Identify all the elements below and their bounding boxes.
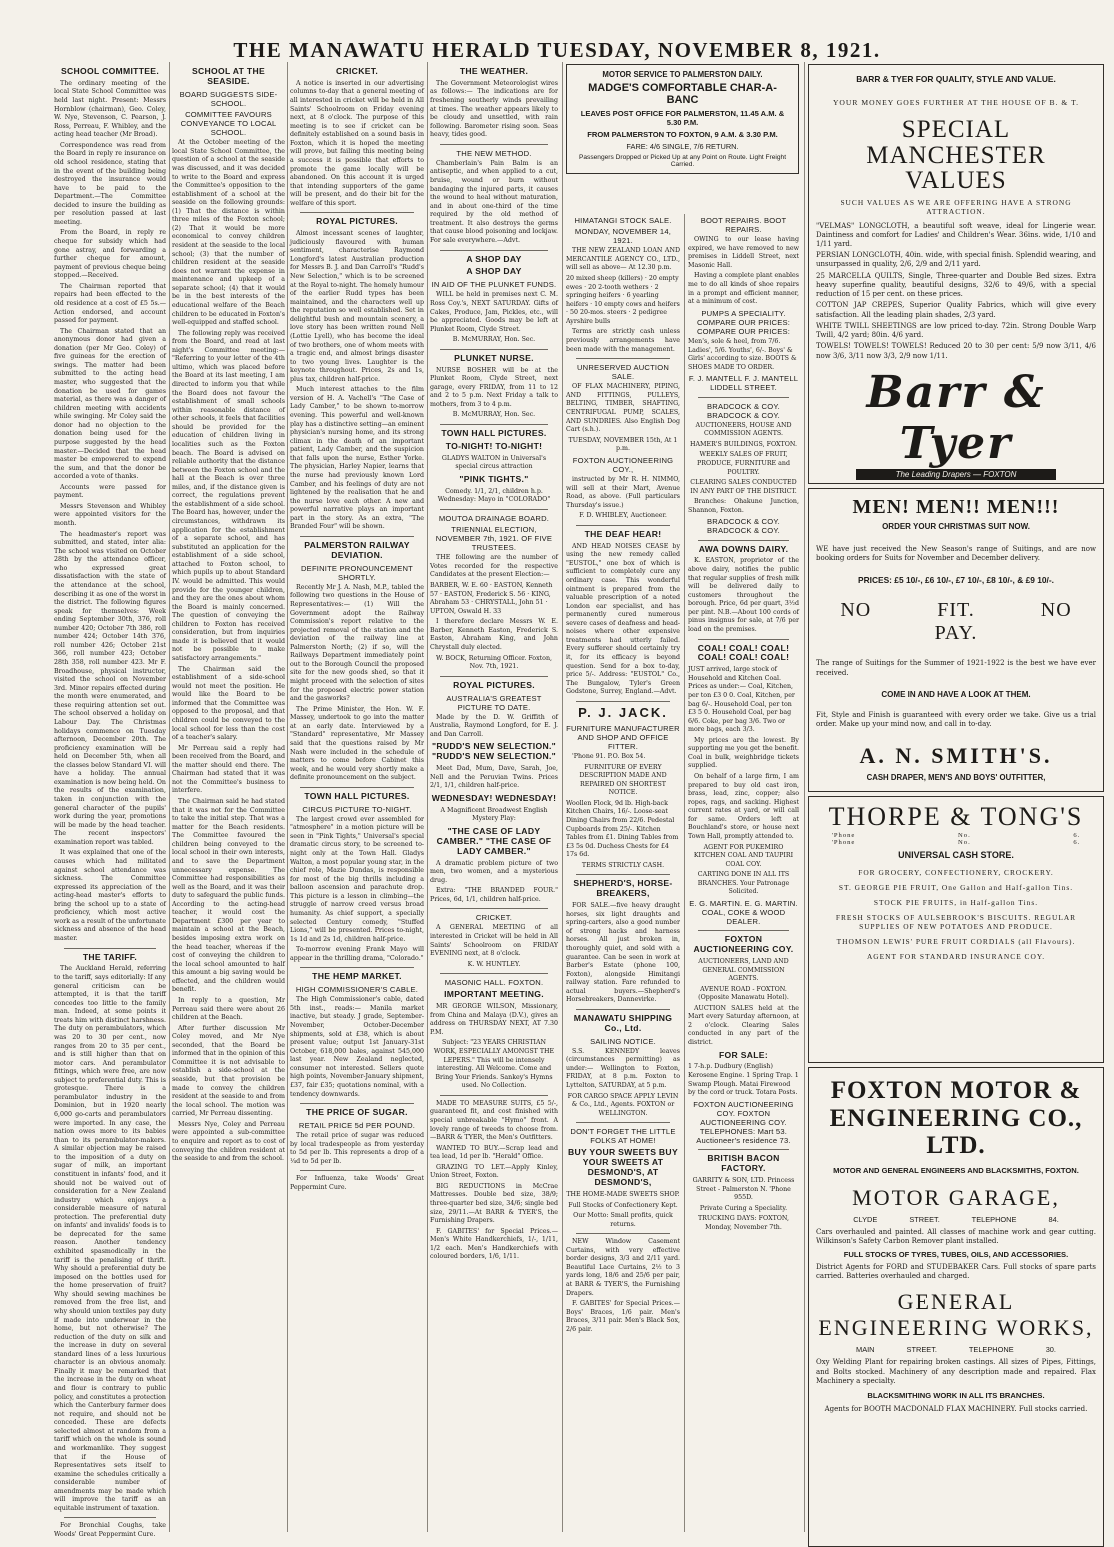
article-paragraph: The retail price of sugar was reduced by local tradespeople as from yesterday to 5d per lb. This represents a drop of a ¼d to 5d per lb. (290, 1132, 424, 1165)
notice-text: S.S. KENNEDY leaves (circumstances permitting) as under:— Wellington to Foxton, FRIDAY, at 8 p.m. Foxton to Lyttelton, SATURDAY, at 5 p.m. (566, 1047, 680, 1090)
separator (440, 509, 548, 510)
signature: B. McMURRAY, Hon. Sec. (452, 411, 536, 419)
notice-text: Full Stocks of Confectionery Kept. (568, 1201, 678, 1209)
notice-text: K. EASTON, proprietor of the above dairy, notifies the public that regular supplies of fresh milk will be delivered daily to customers throughout the borough. Price, 6d per quart, 3½d per pint. N.B.—About 100 cords of pinus insignus for sale, at 7/6 per load on the premises. (688, 557, 799, 633)
advert-an-smith (808, 488, 1104, 792)
subheadline: PUMPS A SPECIALITY. COMPARE OUR PRICES: COMPARE OUR PRICES: (696, 308, 791, 336)
column-rule (427, 62, 428, 1532)
article-paragraph: Chamberlain's Pain Balm is an antiseptic, and when applied to a cut, bruise, wound or burn without bandaging the injured parts, it causes the wound to heal without maturation, and in about one-third of the time required by the old method of treatment. It also destroys the germs that cause blood poisoning and lockjaw. For sale everywhere.—Advt. (430, 159, 558, 244)
vote-list: BARBER, W. E. 60 · EASTON, Kenneth 57 · EASTON, Frederick S. 56 · KING, Abraham 53 · CHRYSTALL, John 51 · UPTON, Oswald H. 33 (430, 582, 553, 615)
column-5-left (566, 214, 680, 1336)
column-2 (172, 64, 285, 1532)
separator (698, 930, 789, 931)
subheadline: FURNITURE MANUFACTURER AND SHOP AND OFFICE FITTER. (566, 723, 680, 751)
column-6 (808, 64, 1104, 1532)
advert-text: CLYDE STREET. TELEPHONE 84. (853, 1214, 1059, 1224)
notice-text: On behalf of a large firm, I am prepared to buy old cast iron, brass, lead, zinc, copper; also ropes, rags, and sacking. Highest current rates at yard, or will call for same. Orders left at Bouchland's store, or house next Town Hall, promptly attended to. (688, 773, 799, 840)
notice-text: AGENT FOR PUKEMIRO KITCHEN COAL AND TAUPIRI COAL COY. (693, 843, 794, 868)
product-line: COTTON JAP CREPES, Superior Quality Fabrics, which will give every satisfaction. All the leading plain shades, 2/3 yard. (816, 301, 1096, 319)
advert-text: Cars overhauled and painted. All classes of machine work and gear cutting. Wilkinson's Safety Carbon Remover plant installed. (816, 1227, 1096, 1245)
article-paragraph: The following reply was received from the Board, and read at last night's Committee meeting:— "Referring to your letter of the 4th ultimo, which was placed before the Board at its last meeting, I am directed to inform you that while the Board does not favour the establishment of small schools within reasonable distance of other schools, it feels that facilities should be provided for the education of children living in localities such as the Foxton beach. The Board is advised on reliable authority that the distance between the Foxton school and the hall at the Beach is over three miles, and, if the distance given is correct, the regulations prevent the establishment of a side school. The Board has, however, under the circumstances, withdrawn its application for the establishment of a separate school, and has substituted an application for the establishment of a side school, attached to Foxton school, to which pupils up to about Standard IV. would be admitted. This would provide for the younger children, and they are the ones about whom the Board is mainly concerned. The question of conveying the children to Foxton has received consideration, but from inquiries made it is believed that it would not be possible to make satisfactory arrangements." (172, 329, 285, 663)
separator (698, 397, 789, 398)
subheadline: CIRCUS PICTURE TO-NIGHT. (302, 804, 412, 814)
advert-headline: MOTOR GARAGE, (852, 1184, 1060, 1210)
separator (440, 676, 548, 677)
notice-text: instructed by Mr R. H. NIMMO, will sell at their Mart, Avenue Road, as above. (Full particulars Thursday's issue.) (566, 476, 680, 509)
classified-ad: WANTED TO BUY.—Scrap lead and tea lead, 1d per lb. "Herald" Office. (430, 1144, 558, 1161)
article-paragraph: The Chairman stated that an anonymous donor had given a donation (per Mr Geo. Coley) of five guineas for the erection of swings. The matter had been submitted to the acting head master, who suggested that the donation be used for games material, as there was a danger of children meeting with accidents while swinging. Mr Coley said the donor had no objection to the donation being used for the purpose suggested by the head master.—Decided that the head master be empowered to expend the sum, and that the donor be accorded a vote of thanks. (54, 327, 166, 481)
notice-text: THE HOME-MADE SWEETS SHOP. (566, 1190, 680, 1198)
notice-text: Extra: "THE BRANDED FOUR." Prices, 6d, 1/1, children half-price. (430, 887, 558, 903)
headline-little-folks: DON'T FORGET THE LITTLE FOLKS AT HOME! (570, 1127, 676, 1146)
headline-school-committee: SCHOOL COMMITTEE. (60, 66, 160, 76)
classified-ad: GRAZING TO LET.—Apply Kinley, Union Street, Foxton. (430, 1163, 558, 1180)
notice-text: OWING to our lease having expired, we have removed to new premises in Liddell Street, next Masonic Hall. (688, 236, 799, 269)
article-paragraph: The ordinary meeting of the local State School Committee was held last night. Present: Messrs Hornblow (chairman), Geo. Coley, W. Nye, Stevenson, C. Pearson, J. Ross, Perreau, F. Whibley, and the acting head teacher (Mr Broad). (54, 79, 166, 139)
column-rule (804, 62, 805, 1532)
advert-foxton-motor (808, 1067, 1104, 1547)
notice-text: I therefore declare Messrs W. E. Barber, Kenneth Easton, Frederick S. Easton, Abraham King, and John Chrystall duly elected. (430, 618, 558, 651)
advert-heading: MADGE'S COMFORTABLE CHAR-A-BANC (588, 82, 777, 106)
advert-thorpe-tong (808, 796, 1104, 1063)
advert-text: AGENT FOR STANDARD INSURANCE COY. (866, 952, 1046, 961)
subheadline: IMPORTANT MEETING. (444, 989, 544, 1000)
headline-town-hall-ad: TOWN HALL PICTURES. (441, 428, 547, 439)
advert-heading: COME IN AND HAVE A LOOK AT THEM. (881, 689, 1031, 699)
headline-hemp-market: THE HEMP MARKET. (312, 971, 402, 982)
notice-text: FOR SALE.—five heavy draught horses, six light draughts and spring-carters, also a good number of strong hacks and harness horses. All just broken in, thoroughly quiet, and sold with a guarantee. Can be seen in work at Barber's Estate (phone 100, Foxton), alongside Himitangi railway station. Fare refunded to actual buyers.—Shepherd's Horsebreakers, Dannevirke. (566, 902, 680, 1004)
article-paragraph: Correspondence was read from the Board in reply re insurance on old school residence, stating that in the event of the building being destroyed the insurance would have to be paid to the Department.—The Committee decided to insure the building as per resolution passed at last meeting. (54, 141, 166, 226)
subheadline: HIGH COMMISSIONER'S CABLE. (295, 985, 419, 995)
advert-text: LEAVES POST OFFICE FOR PALMERSTON, 11.45 A.M. & 5.30 P.M. (580, 109, 785, 127)
advert-headline: SPECIAL MANCHESTER VALUES (866, 116, 1046, 194)
advert-heading: ORDER YOUR CHRISTMAS SUIT NOW. (882, 522, 1030, 531)
price-list: JUST arrived, large stock of Household and Kitchen Coal. Prices as under:— Coal, Kitchen, per ton £3 0 0. Coal, Kitchen, per bag 6/-. Household Coal, per ton £3 5 0. Household Coal, per bag 6/6. Coke, per bag 3/6. Two or more bags, each 3/3. (688, 666, 795, 734)
advert-heading: CASH DRAPER, MEN'S AND BOYS' OUTFITTER, (866, 773, 1046, 783)
headline-coal: COAL! COAL! COAL! COAL! COAL! COAL! (697, 642, 790, 663)
headline-deaf-hear: THE DEAF HEAR! (584, 528, 662, 539)
separator (440, 1095, 548, 1096)
notice-text: WILL be held in premises next C. M. Ross Coy.'s, NEXT SATURDAY. Gifts of Cakes, Produce, Jam, Pickles, etc., will be appreciated. Goods may be left at Plunket Room, Clyde Street. (430, 291, 558, 333)
advert-text: SUCH VALUES AS WE ARE OFFERING HAVE A STRONG ATTRACTION. (840, 197, 1072, 216)
article-paragraph: A notice is inserted in our advertising columns to-day that a general meeting of all interested in cricket will be held in All Saints' Schoolroom on Friday evening next, at 8 o'clock. The purpose of this meeting is to see if cricket can be definitely established on a sound basis in Foxton, which it is hoped the meeting will prove, but failing this meeting being a success it is possible that efforts to promote the game locally will be abandoned. On this account it is urged that intending supporters of the game will be present, and do their bit for the welfare of this sport. (290, 79, 424, 207)
notice-text: Branches: Ohakune Junction, Shannon, Foxton. (688, 498, 799, 514)
separator (576, 1233, 670, 1234)
article-paragraph: Mr Perreau said a reply had been received from the Board, and the matter should end there. The Chairman had stated that it was not the Committee's business to interfere. (172, 744, 285, 795)
advert-text: FRESH STOCKS OF AULSEBROOK'S BISCUITS. REGULAR SUPPLIES OF NEW POTATOES AND PRODUCE. (835, 913, 1077, 931)
headline-shipping: MANAWATU SHIPPING Co., Ltd. (573, 1012, 673, 1033)
article-paragraph: The Chairman reported that repairs had been effected to the old residence at a cost of £5 5s.—Action endorsed, and account passed for payment. (54, 282, 166, 325)
separator (440, 973, 548, 974)
article-paragraph: After further discussion Mr Coley moved, and Mr Nye seconded, that the Board be informed that in the opinion of this Committee it is not advisable to establish a side-school at the seaside, but that provision be made to convey the children resident at the seaside to and from the local school. The motion was carried, Mr Perreau dissenting. (172, 1024, 285, 1118)
separator (64, 1517, 156, 1518)
advert-headline: A. N. SMITH'S. (859, 743, 1053, 769)
separator (698, 639, 789, 640)
subheadline: RETAIL PRICE 5d PER POUND. (298, 1120, 416, 1130)
advert-text: Passengers Dropped or Picked Up at any Point on Route. Light Freight Carried. (578, 154, 787, 168)
advert-text: Oxy Welding Plant for repairing broken castings. All sizes of Pipes, Fittings, and Bolts stocked. Machinery of any description made and repaired. Flax Machinery a specialty. (816, 1358, 1096, 1385)
separator (300, 1170, 414, 1171)
notice-text: Terms are strictly cash unless previously arrangements have been made with the management. (566, 328, 680, 353)
notice-text: A Magnificent Broadwest English Mystery Play: (440, 806, 548, 823)
headline-school-seaside: SCHOOL AT THE SEASIDE. (192, 66, 265, 86)
headline-royal-pictures-ad: ROYAL PICTURES. (453, 679, 535, 690)
notice-text: GLADYS WALTON in Universal's special circus attraction (441, 454, 547, 471)
product-line: 25 MARCELLA QUILTS, Single, Three-quarter and Double Bed sizes. Extra heavy superfine quality, beautiful designs, 32/6 to 49/6, with a special reduction of 15 per cent. on these prices. (816, 271, 1096, 299)
logo-tagline: The Leading Drapers — FOXTON (856, 469, 1056, 480)
advert-text: Fit, Style and Finish is guaranteed with every order we take. Give us a trial order. Make up your mind now, and call in to-day. (816, 710, 1096, 729)
advert-text: FROM PALMERSTON TO FOXTON, 9 A.M. & 3.30 P.M. (587, 130, 778, 139)
notice-text: Comedy. 1/1, 2/1, children h.p. Wednesday: Mayo in "COLORADO" (437, 487, 551, 504)
notice-text: AVENUE ROAD - FOXTON. (Opposite Manawatu Hotel). (698, 985, 789, 1002)
separator (440, 144, 548, 145)
advert-heading: MOTOR AND GENERAL ENGINEERS AND BLACKSMITHS, FOXTON. (833, 1165, 1079, 1175)
notice-text: FOR CARGO SPACE APPLY LEVIN & Co., Ltd., Agents. FOXTON or WELLINGTON. (567, 1092, 679, 1117)
separator (576, 874, 670, 875)
subheadline: IN AID OF THE PLUNKET FUNDS. (431, 280, 557, 290)
article-paragraph: Recently Mr J. A. Nash, M.P., tabled the following two questions in the House of Representatives:— (1) Will the Government adopt the Railway Commission's report relative to the projected removal of the station and the deviation of the railway line at Palmerston North; (2) if so, will the Railways Department immediately point out to the Borough Council the proposed site for the new goods shed, so that it might proceed with the selection of sites for the proposed electric power station and the gasworks? (290, 583, 424, 703)
notice-text: AUCTIONEERS, HOUSE AND COMMISSION AGENTS. (695, 421, 792, 438)
notice-text: THE following are the number of Votes recorded for the respective Candidates at the present Election:— (430, 554, 558, 579)
headline-awa-downs: AWA DOWNS DAIRY. (698, 543, 789, 554)
product-line: TOWELS! TOWELS! TOWELS! Reduced 20 to 30 per cent: 5/9 now 3/11, 4/6 now 3/6, 3/11 now 3/3, 2/9 now 1/11. (816, 342, 1096, 360)
separator (698, 1149, 789, 1150)
notice-text: Private Curing a Speciality. (699, 1204, 788, 1212)
article-paragraph: Accounts were passed for payment. (54, 483, 166, 500)
advert-text: District Agents for FORD and STUDEBAKER Cars. Full stocks of spare parts carried. Batteries overhauled and charged. (816, 1262, 1096, 1281)
masthead: THE MANAWATU HERALD TUESDAY, NOVEMBER 8, 1921. (233, 38, 881, 62)
headline-shop-day: A SHOP DAY (466, 266, 522, 277)
separator (300, 536, 414, 537)
classified-ad: F. GABITES' for Special Prices.— Boys' Braces, 1/6 pair. Men's Braces, 3/11 pair. Men's Black Sox, 2/6 pair. (566, 1300, 680, 1333)
separator (576, 525, 670, 526)
column-1 (54, 64, 166, 1538)
subheadline: FOXTON AUCTIONEERING COY., (572, 455, 674, 474)
notice-text: TRUCKING DAYS: FOXTON, Monday, November 7th. (697, 1215, 790, 1231)
headline-auction: UNRESERVED AUCTION SALE. (576, 363, 670, 382)
advert-heading: MOTOR SERVICE TO PALMERSTON DAILY. (602, 70, 763, 79)
separator (440, 424, 548, 425)
signature: FOXTON AUCTIONEERING COY. FOXTON AUCTIONEERING COY. TELEPHONES: Mart 53. Auctioneer's residence 73. (693, 1099, 794, 1146)
signature: B. McMURRAY, Hon. Sec. (452, 336, 536, 344)
notice-text: MR GEORGE WILSON, Missionary, from China and Malaya (D.V.), gives an address on THURSDAY NEXT, AT 7.30 P.M. (430, 1003, 558, 1036)
advert-text: YOUR MONEY GOES FURTHER AT THE HOUSE OF B. & T. (832, 98, 1080, 107)
advert-text: FARE: 4/6 SINGLE, 7/6 RETURN. (626, 142, 739, 151)
separator (440, 349, 548, 350)
subheadline: THE NEW METHOD. (456, 148, 532, 158)
subheadline: SAILING NOTICE. (590, 1036, 656, 1046)
film-title: "PINK TIGHTS." (459, 473, 529, 484)
product-line: WHITE TWILL SHEETINGS are low priced to-day. 72in. Strong Double Warp Twill, 4/2 yard; 80in. 4/6 yard. (816, 321, 1096, 340)
headline-railway-deviation: PALMERSTON RAILWAY DEVIATION. (304, 539, 410, 560)
classified-ad: F. GABITES' for Special Prices.— Men's White Handkerchiefs, 1/-, 1/11, 1/2 each. Men's Handkerchiefs with coloured borders, 1/6, 1/11. (430, 1227, 558, 1261)
signature: BRADCOCK & COY. BRADCOCK & COY. (707, 517, 780, 536)
notice-text: Our Motto: Small profits, quick returns. (573, 1212, 673, 1228)
separator (300, 787, 414, 788)
notice-text: WEEKLY SALES OF FRUIT, PRODUCE, FURNITURE and POULTRY. (696, 451, 790, 476)
advert-text: MAIN STREET. TELEPHONE 30. (856, 1345, 1056, 1355)
separator (576, 1009, 670, 1010)
subheadline: FOR SALE: (718, 1049, 768, 1060)
article-paragraph: At the October meeting of the local State School Committee, the question of a school at the seaside was discussed, and it was decided to write to the Board and express the Committee's opposition to the establishment of a school at the seaside on the following grounds: (1) That the distance is within three miles of the Foxton school; (2) That it would be more economical to convey children resident at the seaside to the local school; (3) that the number of children resident at the seaside does not warrant the expense in maintenance and upkeep of a separate school; (4) that it would be in the best interests of the educational welfare of the Beach children to be educated in Foxton's well-equipped and staffed school. (172, 139, 285, 327)
advert-text: THOMSON LEWIS' PURE FRUIT CORDIALS (all Flavours). (836, 937, 1076, 946)
headline-cricket: CRICKET. (335, 66, 379, 76)
price-list: Men's, sole & heel, from 7/6. Ladies', 5/6. Youths', 6/-. Boys' & Girls' according to size. BOOTS & SHOES MADE TO ORDER. (688, 338, 797, 371)
notice-text: Meet Dad, Mum, Dave, Sarah, Joe, Nell and the Peruvian Twins. Prices 2/1, 1/1, children half-price. (430, 765, 558, 790)
advert-text: The range of Suitings for the Summer of 1921-1922 is the best we have ever received. (816, 659, 1096, 677)
subheadline: TO-NIGHT! TO-NIGHT! (445, 440, 543, 451)
advert-barr-tyer (808, 64, 1104, 484)
separator (300, 967, 414, 968)
advert-text: ST. GEORGE PIE FRUIT, One Gallon and Half-gallon Tins. (838, 883, 1074, 892)
notice-text: HAMER'S BUILDINGS, FOXTON. (689, 440, 798, 448)
headline-royal-pictures: ROYAL PICTURES. (316, 216, 398, 227)
signature: F. D. WHIBLEY, Auctioneer. (579, 512, 667, 520)
signature: W. BOCK, Returning Officer. Foxton, Nov. 7th, 1921. (436, 654, 552, 671)
classified-ad: MADE TO MEASURE SUITS, £5 5/-, guaranteed fit, and cost finished with special unbreakable "Hymo" front. A lovely range of tweeds to choose from.—BARR & TYER, the Men's Outfitters. (430, 1099, 558, 1142)
signature: F. J. MANTELL F. J. MANTELL LIDDELL STREET. (688, 374, 799, 393)
notice-text: AUCTION SALES held at the Mart every Saturday afternoon, at 2 o'clock. Clearing Sales conducted in any part of the district. (688, 1004, 799, 1047)
classified-ad: NEW Window Casement Curtains, with very effective border designs, 3/3 and 2/11 yard. Beautiful Lace Curtains, 2½ to 3 yards long, 18/6 and 25/6 per pair, at BARR & TYER'S, the Furnishing Drapers. (566, 1238, 680, 1297)
separator (440, 908, 548, 909)
advert-heading: UNIVERSAL CASH STORE. (898, 850, 1014, 860)
headline-plunket-nurse: PLUNKET NURSE. (454, 352, 534, 363)
notice-text: GARRITY & SON, LTD. Princess Street - Palmerston N. 'Phone 955D. (692, 1177, 795, 1202)
headline-town-hall-pictures: TOWN HALL PICTURES. (304, 790, 410, 801)
notice-text: TUESDAY, NOVEMBER 15th, At 1 p.m. (568, 436, 678, 453)
notice-text: AUCTIONEERS, LAND AND GENERAL COMMISSION AGENTS. (698, 957, 789, 983)
separator (576, 701, 670, 702)
notice-text: My prices are the lowest. By supporting me you get the benefit. Coal in bulk, weighbridge tickets supplied. (688, 736, 799, 770)
subheadline: BOARD SUGGESTS SIDE-SCHOOL. (179, 89, 278, 108)
notice-text: Subject: "23 YEARS CHRISTIAN WORK, ESPECIALLY AMONGST THE LEPERS." This will be intensely interesting. All Welcome. Come and Bring Your Friends. Sankey's Hymns used. No Collection. (433, 1039, 555, 1090)
article-paragraph: The Chairman said the establishment of a side-school would not meet the position. He would like the Board to be informed that the Committee was opposed to the proposal, and that children could be conveyed to the local school for less than the cost of a teacher's salary. (172, 665, 285, 742)
separator (698, 540, 789, 541)
barr-tyer-logo: Barr & Tyer (866, 366, 1046, 469)
article-paragraph: It was explained that one of the causes which had militated against school attendance was sickness. The Committee expressed its appreciation of the acting-head master's efforts to bring the school up to a state of proficiency, which most active work as a result of the unfortunate sickness and absence of the head master. (54, 849, 166, 942)
price-line: PRICES: £5 10/-, £6 10/-, £7 10/-, £8 10/-, & £9 10/-. (858, 575, 1054, 586)
notice-text: TERMS STRICTLY CASH. (581, 861, 665, 869)
stock-list: 20 mixed sheep (killers) · 20 empty ewes · 20 2-tooth wethers · 2 springing heifers · 6 yearling heifers · 10 empty cows and heifers · 50 20-mos. steers · 2 pedigree Ayrshire bulls (566, 275, 680, 325)
advert-headline: FOXTON MOTOR & ENGINEERING CO., LTD. (829, 1077, 1083, 1159)
signature: E. G. MARTIN. E. G. MARTIN. COAL, COKE & WOOD DEALER. (689, 898, 798, 927)
advert-line: For Influenza, take Woods' Great Peppermint Cure. (290, 1175, 424, 1191)
advert-text: Agents for BOOTH MACDONALD FLAX MACHINERY. Full stocks carried. (824, 1405, 1088, 1414)
column-4 (430, 64, 558, 1532)
headline-shop-day: A SHOP DAY (466, 253, 522, 264)
price-list: Woollen Flock, 9d lb. High-back Kitchen Chairs, 16/-. Loose-seat Dining Chairs from 22/6. Pedestal Cupboards from 25/-. Kitchen Tables from £1. Dining Tables from £3 5s 0d. Duchess Chests for £4 17s 6d. (566, 799, 679, 859)
advert-char-a-banc (566, 64, 799, 174)
separator (300, 1103, 414, 1104)
headline-foxton-auctioneering: FOXTON AUCTIONEERING COY. (693, 934, 794, 955)
notice-text: A GENERAL MEETING of all interested in Cricket will be held in All Saints' Schoolroom on FRIDAY EVENING next, at 8 o'clock. (430, 924, 558, 958)
column-rule (684, 214, 685, 1532)
article-paragraph: The Government Meteorologist wires as follows:— The indications are for freshening southerly winds prevailing at times. The weather appears likely to be cloudy and unsettled, with rain following. Barometer rising soon. Seas heavy, tides good. (430, 79, 558, 139)
subheadline: BUY YOUR SWEETS BUY YOUR SWEETS AT DESMOND'S, AT DESMOND'S, (568, 1147, 678, 1188)
subheadline: TRIENNIAL ELECTION, NOVEMBER 7th, 1921. OF FIVE TRUSTEES. (435, 525, 553, 553)
notice-text: Having a complete plant enables me to do all kinds of shoe repairs in a prompt and efficient manner, at a minimum of cost. (688, 272, 799, 306)
subheadline: AUSTRALIA'S GREATEST PICTURE TO DATE. (446, 693, 542, 712)
column-5 (566, 64, 799, 1532)
headline-bacon-factory: BRITISH BACON FACTORY. (707, 1153, 780, 1174)
article-paragraph: The Prime Minister, the Hon. W. F. Massey, undertook to go into the matter at an early date. Interviewed by a "Standard" representative, Mr Massey said that the questions raised by Mr Nash were included in the schedule of matters to come before Cabinet this week, and he would very shortly make a definite pronouncement on the subject. (290, 705, 424, 782)
article-paragraph: Messrs Nye, Coley and Perreau were appointed a sub-committee to enquire and report as to cost of conveying the children resident at the seaside to and from the school. (172, 1120, 285, 1163)
article-paragraph: The largest crowd ever assembled for "atmosphere" in a motion picture will be seen in "Pink Tights," Universal's special dramatic circus story, to be screened to-night only at the Town Hall. Gladys Walton, a most popular young star, in the chief role, Mazie Dundas, is responsible for most of the big thrills including a balloon ascension and parachute drop. This picture is a lesson in climbing—the struggle of narrow creed versus broad humanity. As chief support, a specially selected Century comedy, "Stuffed Lions," will be presented. Prices to-night, 1s 1d and 2s 1d, children half-price. (290, 815, 424, 943)
column-rule (562, 62, 563, 1532)
article-paragraph: Almost incessant scenes of laughter, judiciously flavoured with human sentiment, characterise Raymond Longford's latest Australian production for Messrs B. J. and Dan Carroll's "Rudd's New Selection," which is to be screened at the Royal to-night. The homely humour of the earlier Rudd types has been maintained, and the characters well up the reputation so well established. Set in delightful bush and mountain scenery, a love story has been written round Nell (Lottie Lyell), who has become the ideal of two brothers, one of whom meets with a tragic end, and almost brings disaster to two young lives. Laughter is the keynote throughout. Prices, 2s and 1s, plus tax, children half-price. (290, 230, 424, 383)
advert-headline: NO FIT. NO PAY. (840, 599, 1072, 645)
column-rule (287, 62, 288, 1532)
notice-text: AND HEAD NOISES CEASE by using the new remedy called "EUSTOL," one box of which is sufficient to completely cure any ordinary case. This wonderful ointment is prepared from the valuable prescription of a noted London ear specialist, and has permanently cured numerous severe cases of deafness and head-noises where other expensive treatments had utterly failed. Every sufferer should certainly try it, for its efficacy is beyond question. Send for a box to-day, price 5/-. Address: "EUSTOL" Co., The Bungalow, Tyler's Green Godstone, Surrey, England.—Advt. (566, 542, 680, 696)
advert-heading: BARR & TYER FOR QUALITY, STYLE AND VALUE. (856, 74, 1056, 84)
article-paragraph: Messrs Stevenson and Whibley were appointed visitors for the month. (54, 502, 166, 527)
subheadline: MONDAY, NOVEMBER 14, 1921. (574, 227, 672, 246)
separator (300, 212, 414, 213)
headline-weather: THE WEATHER. (459, 66, 529, 76)
subheadline: COMMITTEE FAVOURS CONVEYANCE TO LOCAL SCHOOL. (180, 109, 277, 138)
advert-text: FOR GROCERY, CONFECTIONERY, CROCKERY. (858, 868, 1054, 877)
film-title: "THE CASE OF LADY CAMBER." "THE CASE OF LADY CAMBER." (436, 825, 552, 856)
article-paragraph: The Chairman said he had stated that it was not for the Committee to take the initial step. That was a matter for the Beach residents. The Committee favoured the children being conveyed to the local school in their own interests, and to save the Department unnecessary expense. The Committee had responsibilities as well as the Board, and it was their duty to safeguard the public funds. According to the acting-head teacher, it would cost the Department £300 per year to maintain a school at the Beach, besides imposing extra work on the head teacher, whereas if the cost of conveying the children to the local school amounted to half this amount a big saving would be effected, and the children would benefit. (172, 798, 285, 994)
subheadline: WEDNESDAY! WEDNESDAY! (431, 792, 557, 803)
column-5-right (688, 214, 799, 1234)
advert-heading: BLACKSMITHING WORK IN ALL ITS BRANCHES. (867, 1391, 1045, 1401)
article-paragraph: The Auckland Herald, referring to the tariff, says editorially: If any general criticism can be attempted, it is that the tariff concedes too little to the family man. Indeed, at some points it treats him with distinct harshness. The duty on perambulators, which was 20 to 30 per cent., now ranges from 20 to 35 per cent., and is still higher than that on motor cars. And perambulator fittings, which were free, are now subject to preferential duty. This is grotesque. There is a perambulator industry in the Dominion, but in 1920 nearly 6,000 go-carts and perambulators were imported. In any case, the nation owes more to its babies than to its perambulator-makers. A similar objection may be raised to the imposition of a duty on sugar of milk, an important constituent in infants' food, and it should not be waived out of consideration for a New Zealand industry which enjoys a considerable measure of natural protection. The preferential duty on infants' and invalids' foods is to be deprecated for the same reason. Another tendency exhibited spasmodically in the tariff is the penalising of thrift. Why should a preferential duty be imposed on the bottles used for the home preservation of fruit? Why should sewing machines be removed from the free list, and why should union textiles pay duty if made into underwear in the home, but not otherwise? The reduction of the duty on silk and the increase in duty on several standard lines of a less luxurious character is an obvious anomaly. Finally it may be remarked that the increase in the duty on wheat and flour is contrary to public policy, and constitutes a protection which the Canterbury farmer does not require, and should not be conceded. These are defects selected almost at random from a tariff which on the whole is sound and workmanlike. They suggest that if the House of Representatives sets itself to examine the schedules critically a considerable number of amendments may be made which will improve the tariff as an equitable instrument of taxation. (54, 965, 166, 1512)
column-rule (169, 62, 170, 1532)
advert-text: 'Phone No. 6. 'Phone No. 6. (831, 832, 1081, 846)
advert-headline: MEN! MEN!! MEN!!! (852, 496, 1060, 518)
headline-moutoa: MOUTOA DRAINAGE BOARD. (438, 513, 550, 523)
signature: K. W. HUNTLEY. (467, 960, 521, 968)
column-3 (290, 64, 424, 1532)
sale-list: 1 7-h.p. Dudbury (English) Kerosene Engine. 1 Spring Trap. 1 Swamp Plough. Matai Firewood by the cord or truck. Totara Posts. (688, 1063, 799, 1097)
separator (440, 250, 548, 251)
advert-headline: GENERAL ENGINEERING WORKS, (818, 1289, 1094, 1341)
separator (576, 358, 670, 359)
advert-line: For Bronchial Coughs, take Woods' Great Peppermint Cure. (54, 1522, 166, 1538)
notice-text: OF FLAX MACHINERY, PIPING, AND FITTINGS, PULLEYS, BELTING, TIMBER, SHAFTING, CENTRIFUGAL PUMP, SCALES, AND SUNDRIES. Also English Dog Cart (s.h.). (566, 383, 680, 434)
notice-text: A dramatic problem picture of two men, two women, and a mysterious drug. (430, 859, 558, 884)
headline-horse-breakers: SHEPHERD'S, HORSE-BREAKERS, (573, 878, 673, 899)
article-paragraph: The High Commissioner's cable, dated 5th inst., reads:— Manila market inactive, but steady. J grade, September-November, October-December shipments, sold at £38, which is about present value; output 1st January-31st October, 618,000 bales, against 545,000 last year. New Zealand neglected, consumer not interested. Sellers quote high points, November-January shipment, £37, fair £35; quotations nominal, with a tendency downwards. (290, 996, 424, 1098)
article-paragraph: The headmaster's report was submitted, and stated, inter alia: The school was visited on October 28th by the attendance officer, who expressed great dissatisfaction with the state of the attendance at the school, describing it as one of the worst in the district. The following figures speak for themselves: Week ending September 30th, 376, roll number 420; October 7th 386, roll number 424; October 14th 376, roll number 426; October 21st 366, roll number 423; October 28th 358, roll number 423. Mr F. Broadhouse, physical instructor, visited the school on November 3rd. Minor repairs effected during the month were enumerated, and these requiring attention set out. The school observed a holiday on Labour Day. The Christmas holidays commence on Tuesday afternoon, December 20th. The proficiency examination will be held on December 5th, when all the classes below Standard VI. will have a holiday. The annual examination is now being held. On the results of the examination, taken in conjunction with the general character of the pupils' work during the year, promotions will be made by the head teacher. The recent inspectors' examination report was tabled. (54, 530, 166, 846)
notice-text: FURNITURE OF EVERY DESCRIPTION MADE AND REPAIRED ON SHORTEST NOTICE. (579, 763, 667, 797)
notice-text: 'Phone 91. P.O. Box 54. (572, 753, 646, 761)
notice-text: CARTING DONE IN ALL ITS BRANCHES. Your Patronage Solicited. (697, 871, 790, 896)
notice-text: Made by the D. W. Griffith of Australia, Raymond Longford, for E. J. and Dan Carroll. (430, 713, 558, 738)
article-paragraph: From the Board, in reply re cheque for subsidy which had gone astray, and forwarding a further cheque for amount, payment of previous cheque being stopped.—Received. (54, 229, 166, 280)
notice-text: THE NEW ZEALAND LOAN AND MERCANTILE AGENCY CO., LTD., will sell as above— At 12.30 p.m. (566, 247, 680, 272)
advert-headline: THORPE & TONG'S (828, 802, 1084, 831)
article-paragraph: To-morrow evening Frank Mayo will appear in the thrilling drama, "Colorado." (290, 946, 424, 962)
film-title: "RUDD'S NEW SELECTION." "RUDD'S NEW SELECTION." (431, 741, 557, 762)
notice-text: NURSE BOSHER will be at the Plunket Room, Clyde Street, next garage, every FRIDAY, from 11 to 12 and 2 to 5 p.m. Next Friday a talk to mothers, from 3 to 4 p.m. (430, 366, 558, 408)
headline-himatangi: HIMATANGI STOCK SALE. (574, 216, 672, 225)
product-line: "VELMAS" LONGCLOTH, a beautiful soft weave, ideal for Lingerie wear. Daintiness and comfort for Ladies' and Children's Wear. 36ins. wide, 1/10 and 1/11 yard. (816, 221, 1096, 248)
advert-text: WE have just received the New Season's range of Suitings, and are now booking orders for Suits for November and December delivery. (816, 545, 1096, 563)
headline-masonic-hall: MASONIC HALL. FOXTON. (444, 978, 544, 988)
notice-text: CLEARING SALES CONDUCTED IN ANY PART OF THE DISTRICT. (690, 479, 797, 495)
headline-cricket-ad: CRICKET. (475, 913, 513, 923)
separator (576, 1122, 670, 1123)
headline-pj-jack: P. J. JACK. (578, 704, 668, 720)
separator (64, 948, 156, 949)
classified-ad: BIG REDUCTIONS in McCrae Mattresses. Double bed size, 38/9; three-quarter bed size, 34/6; single bed size, 29/11.—At BARR & TYER'S, the Furnishing Drapers. (430, 1182, 558, 1225)
headline-price-sugar: THE PRICE OF SUGAR. (306, 1107, 408, 1118)
subheadline: DEFINITE PRONOUNCEMENT SHORTLY. (301, 563, 413, 582)
advert-text: STOCK PIE FRUITS, in Half-gallon Tins. (873, 898, 1039, 907)
advert-heading: FULL STOCKS OF TYRES, TUBES, OILS, AND ACCESSORIES. (843, 1249, 1069, 1259)
product-line: PERSIAN LONGCLOTH, 40in. wide, with special finish. Splendid wearing, and unsurpassed in quality, 2/6, 2/9 and 2/11 yard. (816, 251, 1096, 269)
headline-bradcock: BRADCOCK & COY. BRADCOCK & COY. (707, 401, 780, 420)
article-paragraph: In reply to a question, Mr Perreau said there were about 26 children at the Beach. (172, 996, 285, 1022)
headline-tariff: THE TARIFF. (82, 951, 138, 962)
headline-boot-repairs: BOOT REPAIRS. BOOT REPAIRS. (700, 216, 787, 235)
article-paragraph: Much interest attaches to the film version of H. A. Vachell's "The Case of Lady Camber," to be shown to-morrow evening. This powerful and well-known play has a distinctive setting—an eminent physician's nursing home, and its strong climax in the death of an important patient, Lady Camber, and the suspicion that falls upon the nurse, Esther Yorke. The physician, Harley Napier, learns that the nurse had previously known Lord Camber, and his feelings of duty are not lightened by the realisation that he and the nurse love each other. A new and powerful narrative plays an important part in the story. As an extra, "The Branded Four" will be shown. (290, 386, 424, 531)
